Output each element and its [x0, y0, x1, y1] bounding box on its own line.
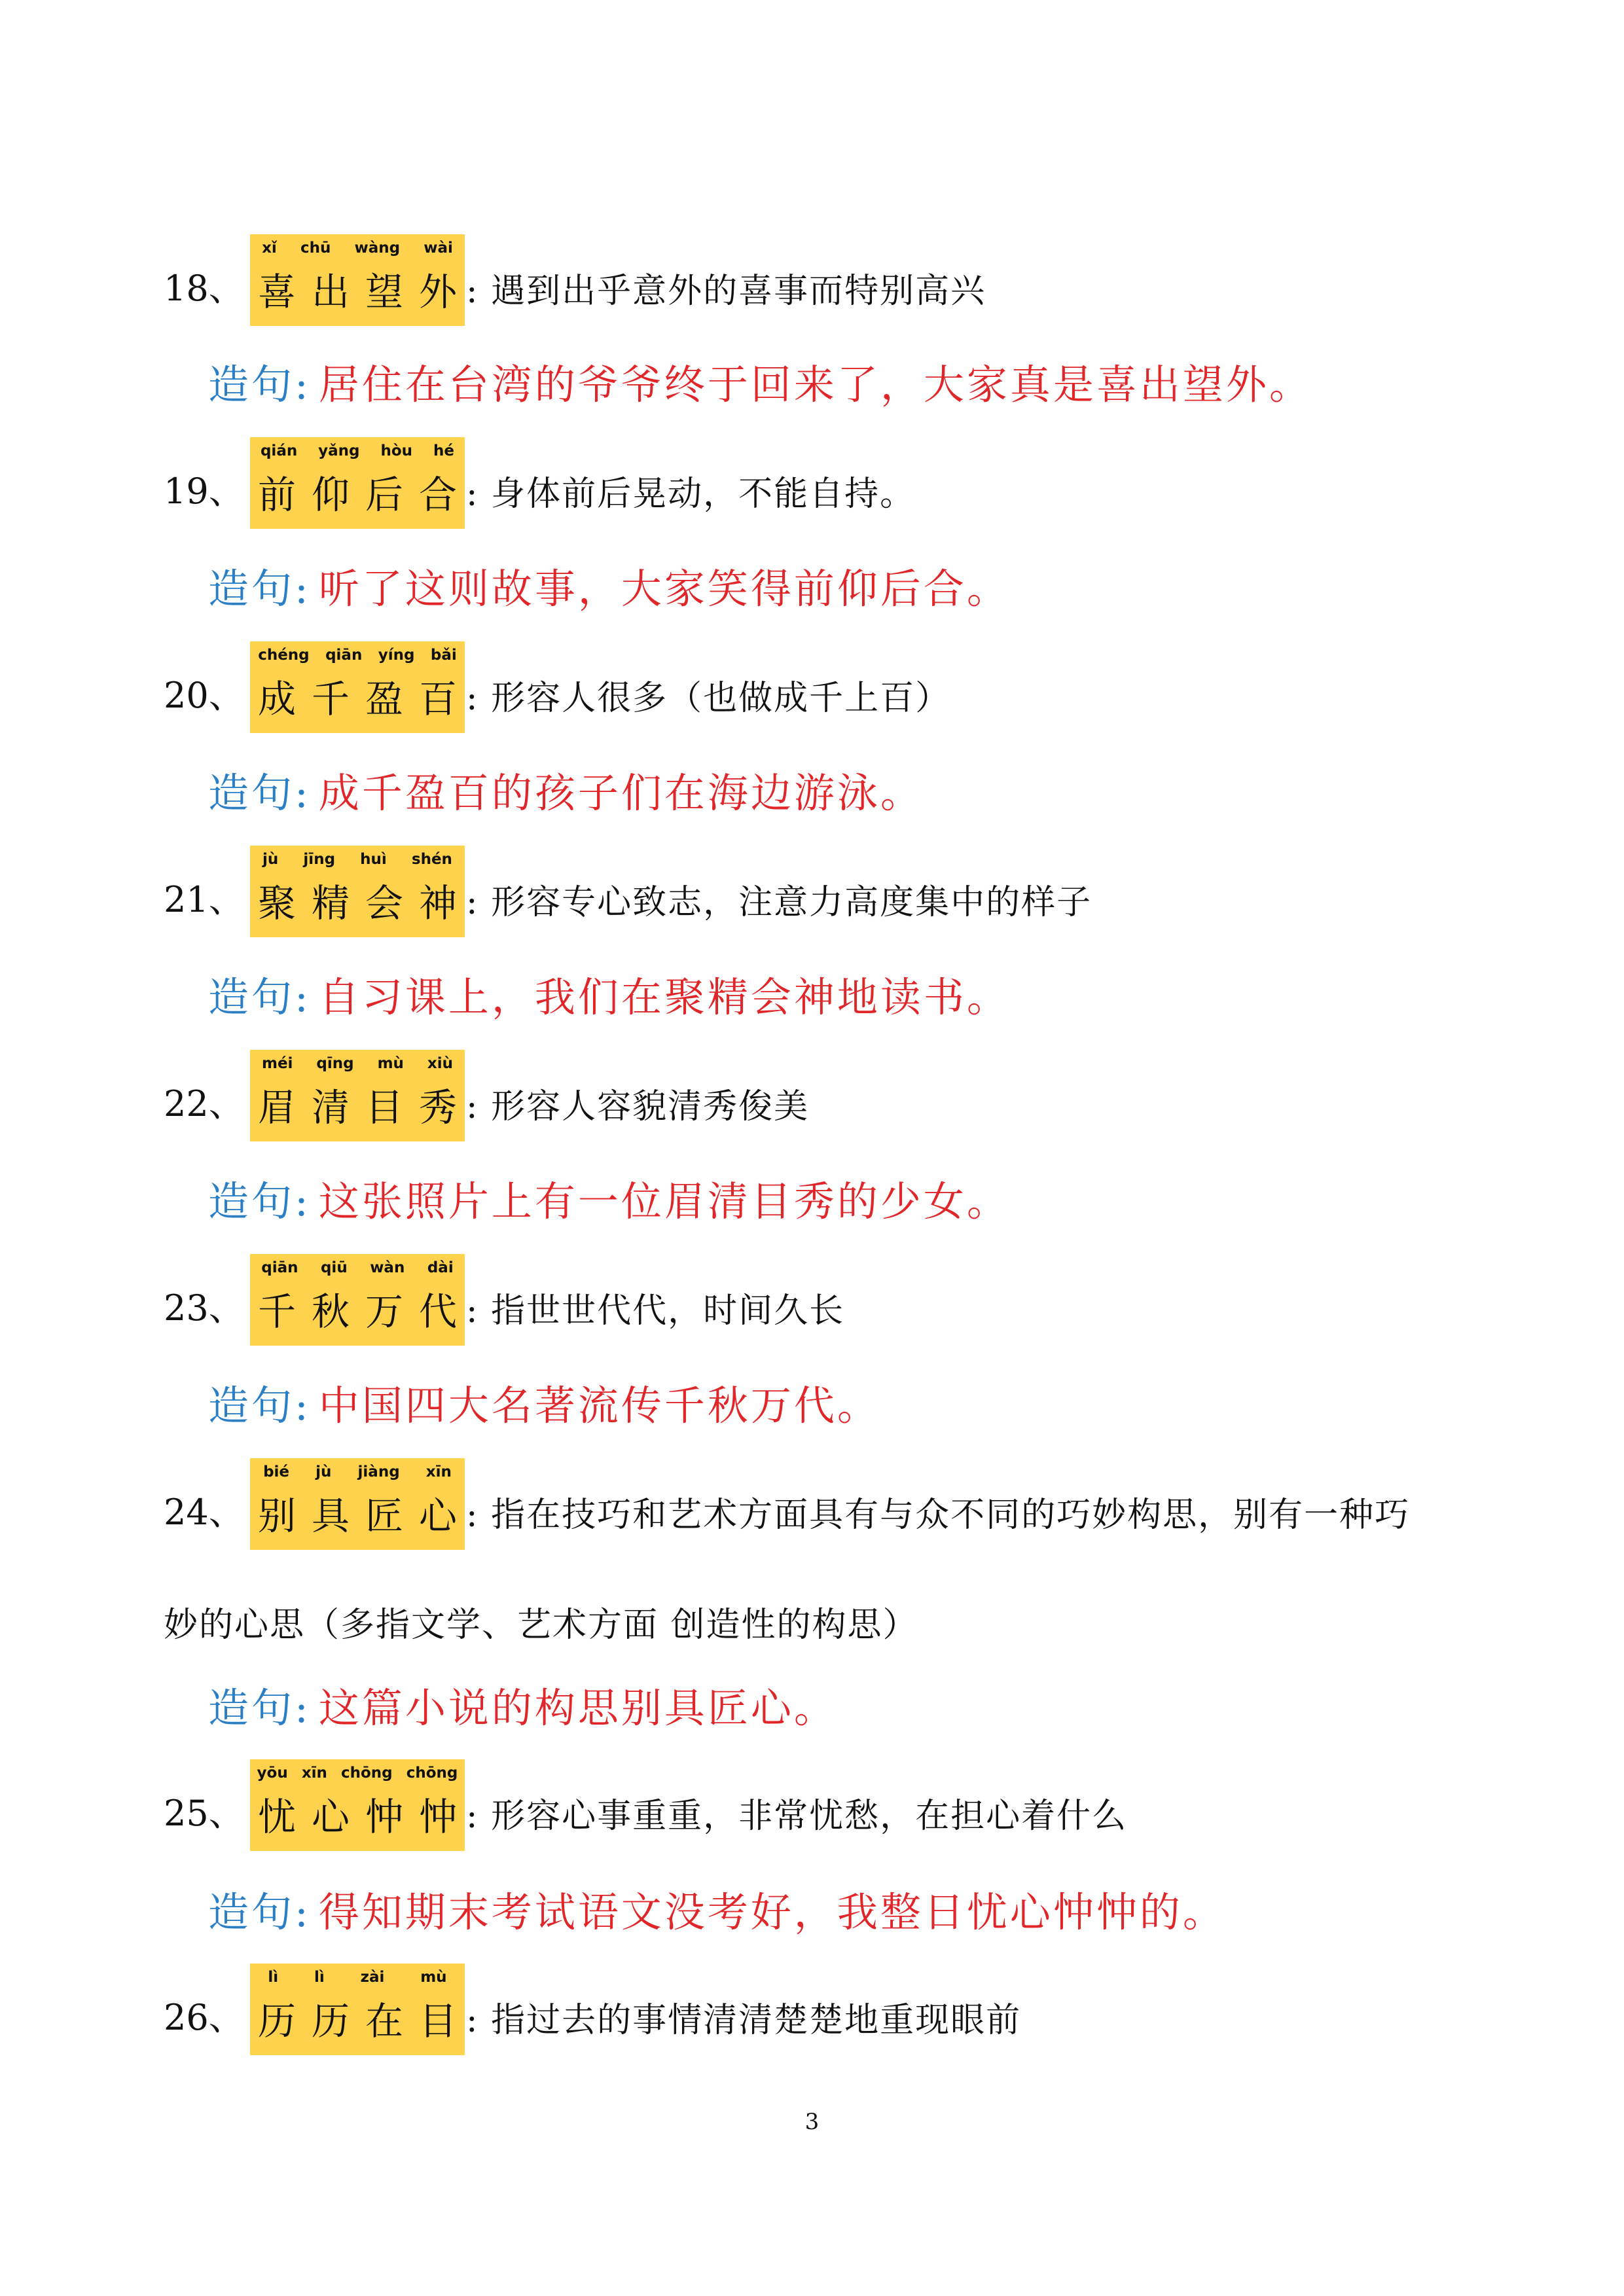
- pinyin: jīng: [303, 851, 336, 868]
- sentence-colon: :: [295, 1177, 308, 1225]
- pinyin: xiù: [427, 1055, 453, 1072]
- hanzi: 出: [311, 270, 350, 314]
- hanzi: 心: [418, 1494, 457, 1538]
- entry-number: 25、: [164, 1793, 244, 1834]
- entry-number: 26、: [164, 1997, 244, 2038]
- hanzi: 仰: [311, 473, 350, 517]
- pinyin: yíng: [378, 647, 415, 664]
- definition-colon: :: [466, 475, 479, 514]
- hanzi-row: [250, 266, 465, 318]
- sentence-label: 造句: [208, 1684, 295, 1732]
- pinyin: wàn: [370, 1259, 405, 1276]
- pinyin-row: [250, 1055, 465, 1072]
- sentence-colon: :: [295, 1382, 308, 1429]
- example-sentence: [208, 1880, 1226, 1938]
- pinyin: hòu: [380, 442, 413, 459]
- definition: [466, 1788, 1127, 1837]
- hanzi: 百: [418, 677, 457, 721]
- hanzi: 前: [257, 473, 296, 517]
- hanzi: 忡: [418, 1795, 457, 1839]
- hanzi: 成: [257, 677, 296, 721]
- pinyin: qiū: [320, 1259, 348, 1276]
- pinyin: jù: [262, 851, 279, 868]
- hanzi-row: [250, 1791, 465, 1843]
- pinyin-row: [250, 1463, 465, 1480]
- definition-colon: :: [466, 272, 479, 311]
- pinyin: mù: [377, 1055, 404, 1072]
- hanzi: 后: [365, 473, 403, 517]
- pinyin: qīng: [316, 1055, 354, 1072]
- definition-text: 形容心事重重，非常忧愁，在担心着什么: [491, 1797, 1128, 1836]
- sentence-text: 这篇小说的构思别具匠心。: [318, 1684, 837, 1732]
- definition-colon: :: [466, 679, 479, 718]
- pinyin: xǐ: [262, 240, 277, 257]
- pinyin: lì: [268, 1969, 279, 1986]
- example-sentence: [208, 1676, 837, 1734]
- pinyin-row: [250, 647, 465, 664]
- hanzi-row: [250, 1490, 465, 1542]
- sentence-colon: :: [295, 361, 308, 408]
- page-number: 3: [804, 2109, 820, 2135]
- pinyin: méi: [261, 1055, 293, 1072]
- definition: [466, 874, 1092, 924]
- definition-text: 指在技巧和艺术方面具有与众不同的巧妙构思，别有一种巧: [491, 1496, 1411, 1535]
- sentence-label: 造句: [208, 769, 295, 817]
- sentence-colon: :: [295, 973, 308, 1021]
- hanzi: 千: [257, 1289, 296, 1334]
- hanzi: 秀: [418, 1085, 457, 1130]
- pinyin: bié: [263, 1463, 290, 1480]
- pinyin: jù: [316, 1463, 332, 1480]
- hanzi-row: [250, 673, 465, 725]
- pinyin: zài: [360, 1969, 385, 1986]
- hanzi: 历: [311, 1999, 350, 2043]
- pinyin: jiàng: [357, 1463, 400, 1480]
- definition-text: 形容人容貌清秀俊美: [491, 1087, 810, 1126]
- sentence-label: 造句: [208, 1382, 295, 1429]
- idiom-highlight: [250, 1050, 465, 1141]
- pinyin: wài: [424, 240, 453, 257]
- sentence-label: 造句: [208, 1888, 295, 1936]
- pinyin: qiān: [261, 1259, 298, 1276]
- idiom-highlight: [250, 846, 465, 937]
- sentence-colon: :: [295, 1684, 308, 1732]
- pinyin: bǎi: [430, 647, 457, 664]
- hanzi: 聚: [257, 881, 296, 925]
- hanzi: 匠: [365, 1494, 403, 1538]
- hanzi: 望: [365, 270, 403, 314]
- pinyin-row: [250, 1969, 465, 1986]
- hanzi-row: [250, 1995, 465, 2047]
- hanzi: 神: [418, 881, 457, 925]
- sentence-colon: :: [295, 565, 308, 613]
- pinyin: dài: [427, 1259, 454, 1276]
- entry-number: 22、: [164, 1083, 244, 1124]
- sentence-text: 得知期末考试语文没考好，我整日忧心忡忡的。: [318, 1888, 1226, 1936]
- pinyin: mù: [420, 1969, 447, 1986]
- definition-continuation: 妙的心思（多指文学、艺术方面 创造性的构思）: [164, 1605, 918, 1645]
- pinyin: chū: [300, 240, 331, 257]
- pinyin: xīn: [301, 1765, 327, 1782]
- entry-number: 19、: [164, 471, 244, 512]
- hanzi-row: [250, 469, 465, 521]
- hanzi: 忡: [365, 1795, 403, 1839]
- pinyin: xīn: [425, 1463, 452, 1480]
- definition-text: 形容人很多（也做成千上百）: [491, 679, 951, 718]
- definition: [466, 1079, 809, 1128]
- idiom-highlight: [250, 1759, 465, 1851]
- example-sentence: [208, 1373, 880, 1431]
- entry-number: 18、: [164, 268, 244, 309]
- definition: [466, 263, 986, 312]
- definition-colon: :: [466, 1291, 479, 1331]
- pinyin: lì: [314, 1969, 325, 1986]
- example-sentence: [208, 761, 924, 819]
- hanzi: 历: [257, 1999, 296, 2043]
- pinyin-row: [250, 1765, 465, 1782]
- hanzi: 千: [311, 677, 350, 721]
- definition: [466, 1992, 1021, 2041]
- hanzi: 清: [311, 1085, 350, 1130]
- hanzi: 目: [418, 1999, 457, 2043]
- pinyin: huì: [360, 851, 387, 868]
- definition-colon: :: [466, 1797, 479, 1836]
- hanzi: 代: [418, 1289, 457, 1334]
- sentence-text: 中国四大名著流传千秋万代。: [318, 1382, 880, 1429]
- definition-text: 身体前后晃动，不能自持。: [491, 475, 916, 514]
- hanzi-row: [250, 877, 465, 929]
- hanzi-row: [250, 1285, 465, 1338]
- pinyin: chōng: [406, 1765, 458, 1782]
- idiom-highlight: [250, 234, 465, 326]
- definition-text: 指世世代代，时间久长: [491, 1291, 845, 1331]
- sentence-text: 这张照片上有一位眉清目秀的少女。: [318, 1177, 1010, 1225]
- hanzi: 万: [365, 1289, 403, 1334]
- sentence-label: 造句: [208, 361, 295, 408]
- entry-number: 21、: [164, 879, 244, 920]
- pinyin: chōng: [341, 1765, 393, 1782]
- hanzi: 目: [365, 1085, 403, 1130]
- sentence-text: 居住在台湾的爷爷终于回来了，大家真是喜出望外。: [318, 361, 1312, 408]
- hanzi: 外: [418, 270, 457, 314]
- sentence-label: 造句: [208, 565, 295, 613]
- sentence-text: 听了这则故事，大家笑得前仰后合。: [318, 565, 1010, 613]
- entry-number: 20、: [164, 675, 244, 716]
- pinyin-row: [250, 1259, 465, 1276]
- entry-number: 24、: [164, 1492, 244, 1533]
- idiom-highlight: [250, 641, 465, 733]
- example-sentence: [208, 352, 1312, 410]
- example-sentence: [208, 1169, 1010, 1227]
- pinyin-row: [250, 851, 465, 868]
- definition-colon: :: [466, 883, 479, 922]
- pinyin: shén: [411, 851, 452, 868]
- pinyin: yōu: [257, 1765, 288, 1782]
- pinyin-row: [250, 442, 465, 459]
- hanzi: 秋: [311, 1289, 350, 1334]
- hanzi: 盈: [365, 677, 403, 721]
- hanzi: 忧: [257, 1795, 296, 1839]
- example-sentence: [208, 965, 1010, 1023]
- idiom-highlight: [250, 1458, 465, 1550]
- pinyin: wàng: [354, 240, 401, 257]
- hanzi: 精: [311, 881, 350, 925]
- hanzi: 会: [365, 881, 403, 925]
- definition-colon: :: [466, 1496, 479, 1535]
- hanzi: 喜: [257, 270, 296, 314]
- idiom-highlight: [250, 437, 465, 529]
- hanzi: 眉: [257, 1085, 296, 1130]
- pinyin: hé: [433, 442, 454, 459]
- pinyin: qiān: [325, 647, 363, 664]
- hanzi: 别: [257, 1494, 296, 1538]
- definition-text: 指过去的事情清清楚楚地重现眼前: [491, 2001, 1022, 2040]
- pinyin: qián: [260, 442, 298, 459]
- pinyin: chéng: [258, 647, 310, 664]
- sentence-text: 成千盈百的孩子们在海边游泳。: [318, 769, 924, 817]
- definition-colon: :: [466, 1087, 479, 1126]
- sentence-label: 造句: [208, 1177, 295, 1225]
- definition: [466, 466, 915, 515]
- definition: [466, 1283, 844, 1332]
- definition: [466, 1487, 1410, 1536]
- definition-text: 遇到出乎意外的喜事而特别高兴: [491, 272, 986, 311]
- definition: [466, 670, 950, 719]
- example-sentence: [208, 556, 1010, 615]
- idiom-highlight: [250, 1254, 465, 1346]
- hanzi: 合: [418, 473, 457, 517]
- sentence-text: 自习课上，我们在聚精会神地读书。: [318, 973, 1010, 1021]
- hanzi: 具: [311, 1494, 350, 1538]
- hanzi-row: [250, 1081, 465, 1134]
- pinyin: yǎng: [318, 442, 360, 459]
- sentence-label: 造句: [208, 973, 295, 1021]
- pinyin-row: [250, 240, 465, 257]
- sentence-colon: :: [295, 1888, 308, 1936]
- definition-text: 形容专心致志，注意力高度集中的样子: [491, 883, 1092, 922]
- hanzi: 在: [365, 1999, 403, 2043]
- hanzi: 心: [311, 1795, 350, 1839]
- entry-number: 23、: [164, 1287, 244, 1329]
- sentence-colon: :: [295, 769, 308, 817]
- definition-colon: :: [466, 2001, 479, 2040]
- idiom-highlight: [250, 1964, 465, 2055]
